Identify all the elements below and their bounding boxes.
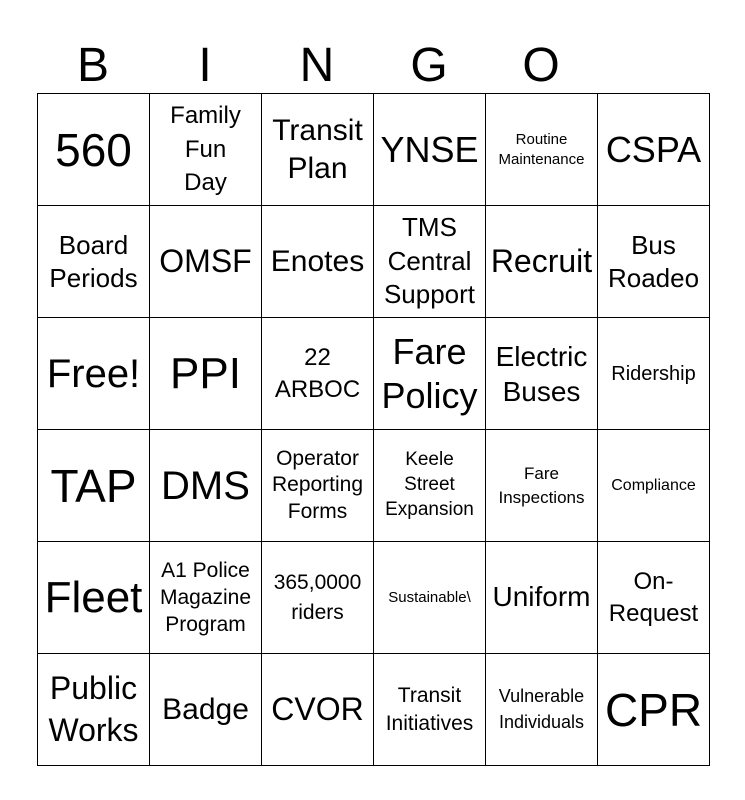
bingo-cell[interactable] <box>150 318 262 430</box>
bingo-cell[interactable] <box>374 542 486 654</box>
bingo-cell[interactable] <box>598 318 710 430</box>
bingo-cell[interactable] <box>38 430 150 542</box>
bingo-cell[interactable] <box>486 430 598 542</box>
bingo-cell-text: Enotes <box>270 245 365 278</box>
bingo-cell[interactable] <box>598 206 710 318</box>
bingo-cell[interactable] <box>262 542 374 654</box>
bingo-cell-text: OMSF <box>159 242 252 279</box>
header-letter-n: N <box>299 39 335 92</box>
header-letter-b: B <box>76 39 109 92</box>
bingo-cell[interactable] <box>486 654 598 766</box>
bingo-cell-text: Family Fun Day <box>170 102 241 197</box>
bingo-cell-text: A1 Police Magazine Program <box>159 558 252 637</box>
bingo-cell-text: Badge <box>162 693 249 726</box>
bingo-cell[interactable] <box>486 206 598 318</box>
bingo-cell-text: CVOR <box>271 690 364 727</box>
bingo-cell-text: Routine Maintenance <box>498 131 585 168</box>
bingo-cell-text: Sustainable\ <box>388 588 471 606</box>
bingo-cell[interactable] <box>262 206 374 318</box>
bingo-cell[interactable] <box>374 206 486 318</box>
bingo-cell[interactable] <box>38 94 150 206</box>
bingo-cell[interactable] <box>38 542 150 654</box>
bingo-cell[interactable] <box>38 206 150 318</box>
bingo-cell-text: Electric Buses <box>495 340 588 407</box>
bingo-cell[interactable] <box>374 654 486 766</box>
bingo-cell[interactable] <box>150 654 262 766</box>
bingo-cell[interactable] <box>486 94 598 206</box>
bingo-cell[interactable] <box>598 430 710 542</box>
bingo-cell-text: Fare Policy <box>381 331 478 416</box>
bingo-grid <box>37 93 710 766</box>
bingo-cell-text: Fare Inspections <box>498 463 585 507</box>
bingo-cell[interactable] <box>262 430 374 542</box>
bingo-cell-text: 365,0000 riders <box>273 571 362 624</box>
bingo-cell[interactable] <box>486 318 598 430</box>
bingo-cell-text: On- Request <box>608 568 699 627</box>
bingo-cell-text: Fleet <box>44 572 143 622</box>
bingo-cell-text: TAP <box>50 459 137 512</box>
bingo-cell-text: YNSE <box>380 128 479 170</box>
bingo-cell-text: Ridership <box>611 362 696 385</box>
bingo-cell[interactable] <box>262 94 374 206</box>
bingo-cell[interactable] <box>150 542 262 654</box>
bingo-cell-text: CSPA <box>605 128 702 170</box>
bingo-cell-text: 22 ARBOC <box>274 344 361 403</box>
bingo-header <box>37 36 709 96</box>
bingo-cell[interactable] <box>598 654 710 766</box>
bingo-cell[interactable] <box>486 542 598 654</box>
bingo-cell-text: Bus Roadeo <box>607 230 700 293</box>
bingo-cell[interactable] <box>150 94 262 206</box>
header-letter-g: G <box>410 39 448 92</box>
bingo-cell-text: Recruit <box>490 242 593 279</box>
bingo-cell[interactable] <box>374 94 486 206</box>
bingo-cell-text: Transit Plan <box>272 114 363 185</box>
bingo-cell-text: DMS <box>161 463 250 508</box>
bingo-cell-text: Free! <box>46 351 141 396</box>
header-letter-o: O <box>522 39 560 92</box>
bingo-cell-text: Keele Street Expansion <box>385 449 474 520</box>
bingo-cell-text: Compliance <box>611 476 696 494</box>
bingo-cell[interactable] <box>598 542 710 654</box>
bingo-cell-text: 560 <box>55 123 132 176</box>
bingo-cell-text: Uniform <box>492 581 591 613</box>
bingo-cell[interactable] <box>150 206 262 318</box>
bingo-cell-text: Board Periods <box>49 230 138 293</box>
bingo-cell-text: Transit Initiatives <box>385 684 474 735</box>
bingo-cell-text: Public Works <box>48 669 139 748</box>
bingo-cell-text: PPI <box>170 348 241 398</box>
bingo-cell[interactable] <box>262 318 374 430</box>
bingo-cell-text: Vulnerable Individuals <box>498 686 585 732</box>
bingo-cell[interactable] <box>374 318 486 430</box>
bingo-cell[interactable] <box>150 430 262 542</box>
bingo-cell-text: TMS Central Support <box>383 211 476 310</box>
header-letter-i: I <box>198 39 212 92</box>
bingo-cell[interactable] <box>38 654 150 766</box>
bingo-cell-text: CPR <box>604 683 703 736</box>
bingo-cell[interactable] <box>598 94 710 206</box>
bingo-cell[interactable] <box>374 430 486 542</box>
bingo-cell[interactable] <box>262 654 374 766</box>
bingo-cell-text: Operator Reporting Forms <box>271 447 364 523</box>
bingo-cell[interactable] <box>38 318 150 430</box>
